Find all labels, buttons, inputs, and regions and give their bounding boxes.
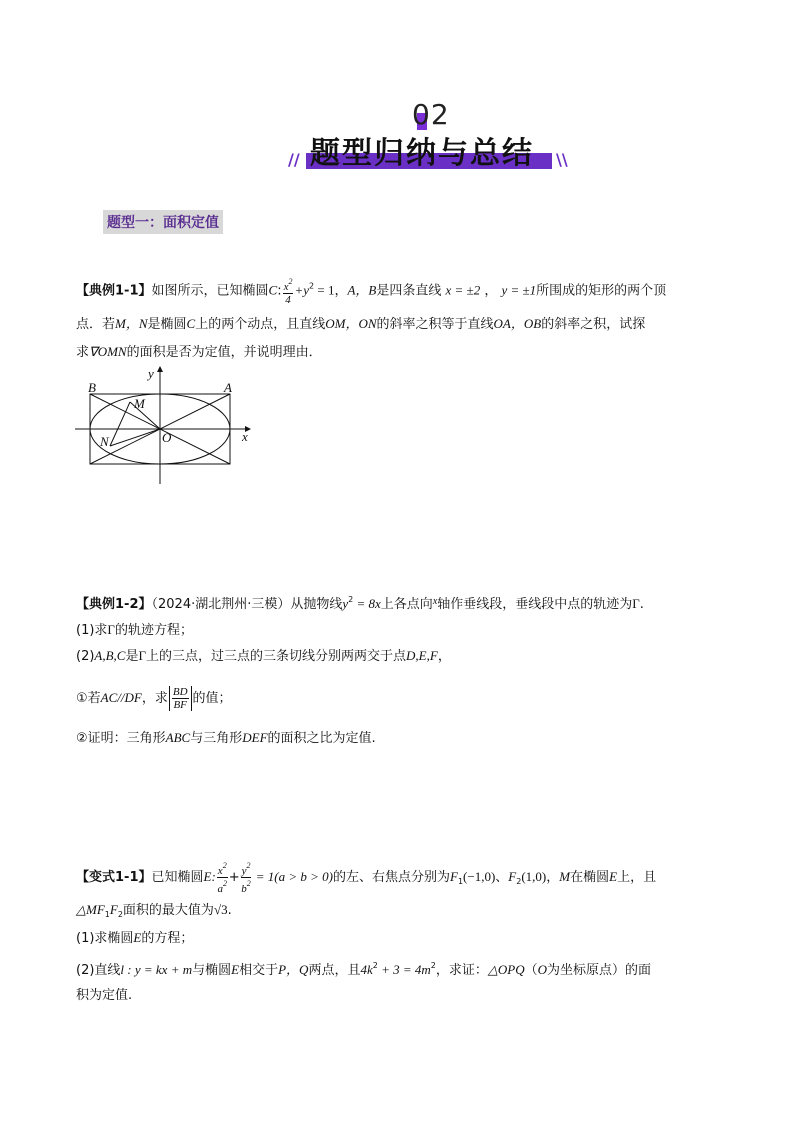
ellipse-figure bbox=[70, 364, 260, 488]
label-O: O bbox=[162, 430, 172, 445]
y-arrow bbox=[157, 366, 163, 372]
page-title: 题型归纳与总结 bbox=[310, 136, 534, 171]
ex3-line1: 【变式1-1】已知椭圆E: $\frac{x^2}{a^2}$ + $\frac{y^2}{b^2}$ = 1(a > b > 0)的左、右焦点分别为$F_1(-1,0)$、$F_2(1,0)$，M在椭圆E上，且 bbox=[76, 861, 657, 895]
section-number: 02 bbox=[412, 98, 450, 131]
ex3-q3: 积为定值. bbox=[76, 988, 133, 1003]
ex2-q4: ②证明：三角形ABC与三角形DEF的面积之比为定值. bbox=[76, 730, 376, 746]
ex2-line1: 【典例1-2】（2024·湖北荆州·三模）从抛物线$y^2 = 8x$上各点向$^x$轴作垂线段，垂线段中点的轨迹为Γ. bbox=[76, 595, 644, 612]
line-ON bbox=[110, 429, 160, 446]
slash-right: \\ bbox=[556, 150, 568, 169]
label-M: M bbox=[134, 396, 145, 411]
ex1-line3: 求∇OMN的面积是否为定值，并说明理由． bbox=[76, 344, 322, 360]
ex1-line1: 【典例1-1】如图所示，已知椭圆C: $\frac{x^2}{4}$ $+y^2 = 1$，A，B是四条直线 x = ±2 ， y = ±1所围成的矩形的两个顶 bbox=[76, 277, 667, 306]
ex3-line2: $\triangle MF_1F_2$面积的最大值为√3. bbox=[76, 902, 232, 919]
ex3-tag: 【变式1-1】 bbox=[76, 870, 152, 885]
ex2-tag: 【典例1-2】 bbox=[76, 597, 152, 612]
label-B: B bbox=[88, 380, 96, 395]
ex2-q1: (1)求Γ的轨迹方程； bbox=[76, 622, 193, 638]
label-A: A bbox=[224, 380, 232, 395]
ex3-q1: (1)求椭圆E的方程； bbox=[76, 930, 194, 946]
label-N: N bbox=[100, 434, 109, 449]
ex2-q2: (2)A,B,C是Γ上的三点，过三点的三条切线分别两两交于点D,E,F， bbox=[76, 648, 451, 664]
ex1-fraction: $\frac{x^2}{4}$ bbox=[283, 277, 293, 306]
ex1-line2: 点．若M，N是椭圆C上的两个动点，且直线OM，ON的斜率之积等于直线OA，OB的斜率之积，试探 bbox=[76, 316, 646, 332]
label-y: y bbox=[148, 366, 154, 381]
slash-left: // bbox=[288, 150, 300, 169]
ex3-q2: (2)直线l : y = kx + m与椭圆E相交于P，Q两点，且$4k^2 + 3 = 4m^2$，求证：△OPQ（O为坐标原点）的面 bbox=[76, 961, 652, 978]
ex2-ratio: $\frac{BD}{BF}$ bbox=[169, 686, 192, 711]
ex1-tag: 【典例1-1】 bbox=[76, 283, 152, 299]
label-x: x bbox=[242, 429, 248, 444]
section-label: 题型一：面积定值 bbox=[103, 210, 223, 234]
ex2-q3: ①若AC//DF，求 $\frac{BD}{BF}$ 的值； bbox=[76, 686, 232, 711]
